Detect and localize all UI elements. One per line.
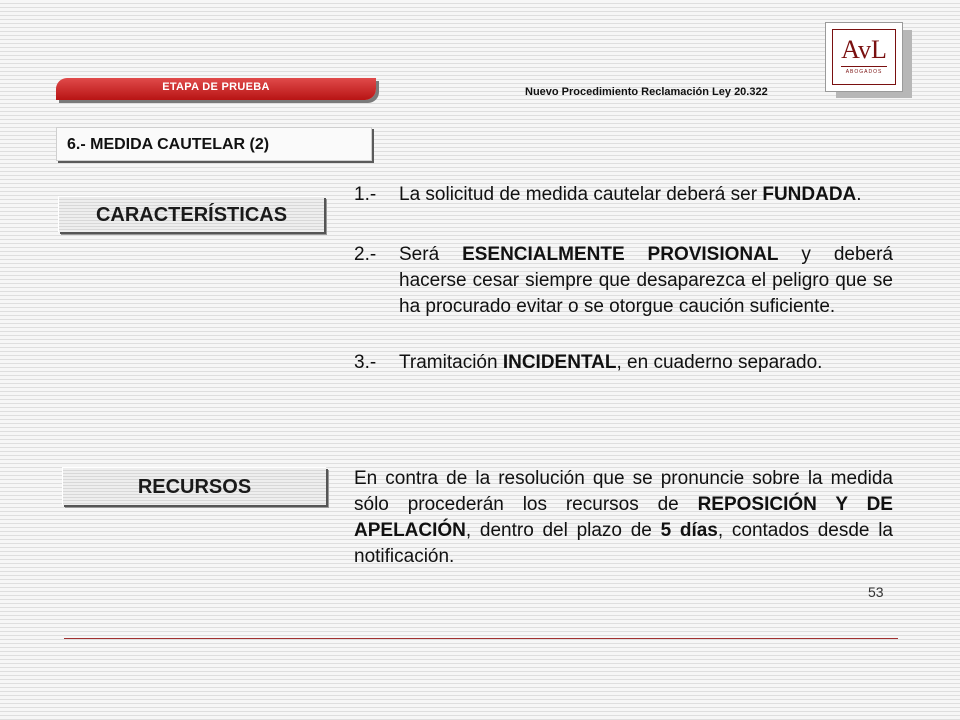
characteristic-item-3 [354, 350, 893, 376]
resources-label: RECURSOS [62, 467, 326, 505]
stage-tag: ETAPA DE PRUEBA [56, 78, 376, 100]
header-caption: Nuevo Procedimiento Reclamación Ley 20.322 [525, 86, 768, 98]
avl-logo [825, 22, 903, 92]
item-text: Será ESENCIALMENTE PROVISIONAL y deberá hacerse cesar siempre que desaparezca el peligro que se ha procurado evitar o se otorgue caución suficiente. [399, 244, 893, 317]
resources-text: En contra de la resolución que se pronuncie sobre la medida sólo procederán los recursos de REPOSICIÓN Y DE APELACIÓN, dentro del plazo de 5 días, contados desde la notificación. [354, 468, 893, 567]
characteristic-item-2 [354, 242, 893, 320]
bottom-divider [64, 638, 898, 639]
section-title: 6.- MEDIDA CAUTELAR (2) [56, 127, 372, 161]
item-text: La solicitud de medida cautelar deberá ser FUNDADA. [399, 184, 862, 205]
item-number: 3.- [354, 352, 377, 373]
item-number: 2.- [354, 244, 377, 265]
characteristic-item-1 [354, 182, 893, 208]
logo-subtitle: ABOGADOS [841, 66, 887, 75]
logo-mark: AvL [841, 35, 887, 64]
characteristics-label: CARACTERÍSTICAS [58, 196, 324, 232]
logo-frame [832, 29, 896, 85]
item-number: 1.- [354, 184, 377, 205]
item-text: Tramitación INCIDENTAL, en cuaderno separado. [399, 352, 823, 373]
page-number: 53 [868, 584, 884, 600]
